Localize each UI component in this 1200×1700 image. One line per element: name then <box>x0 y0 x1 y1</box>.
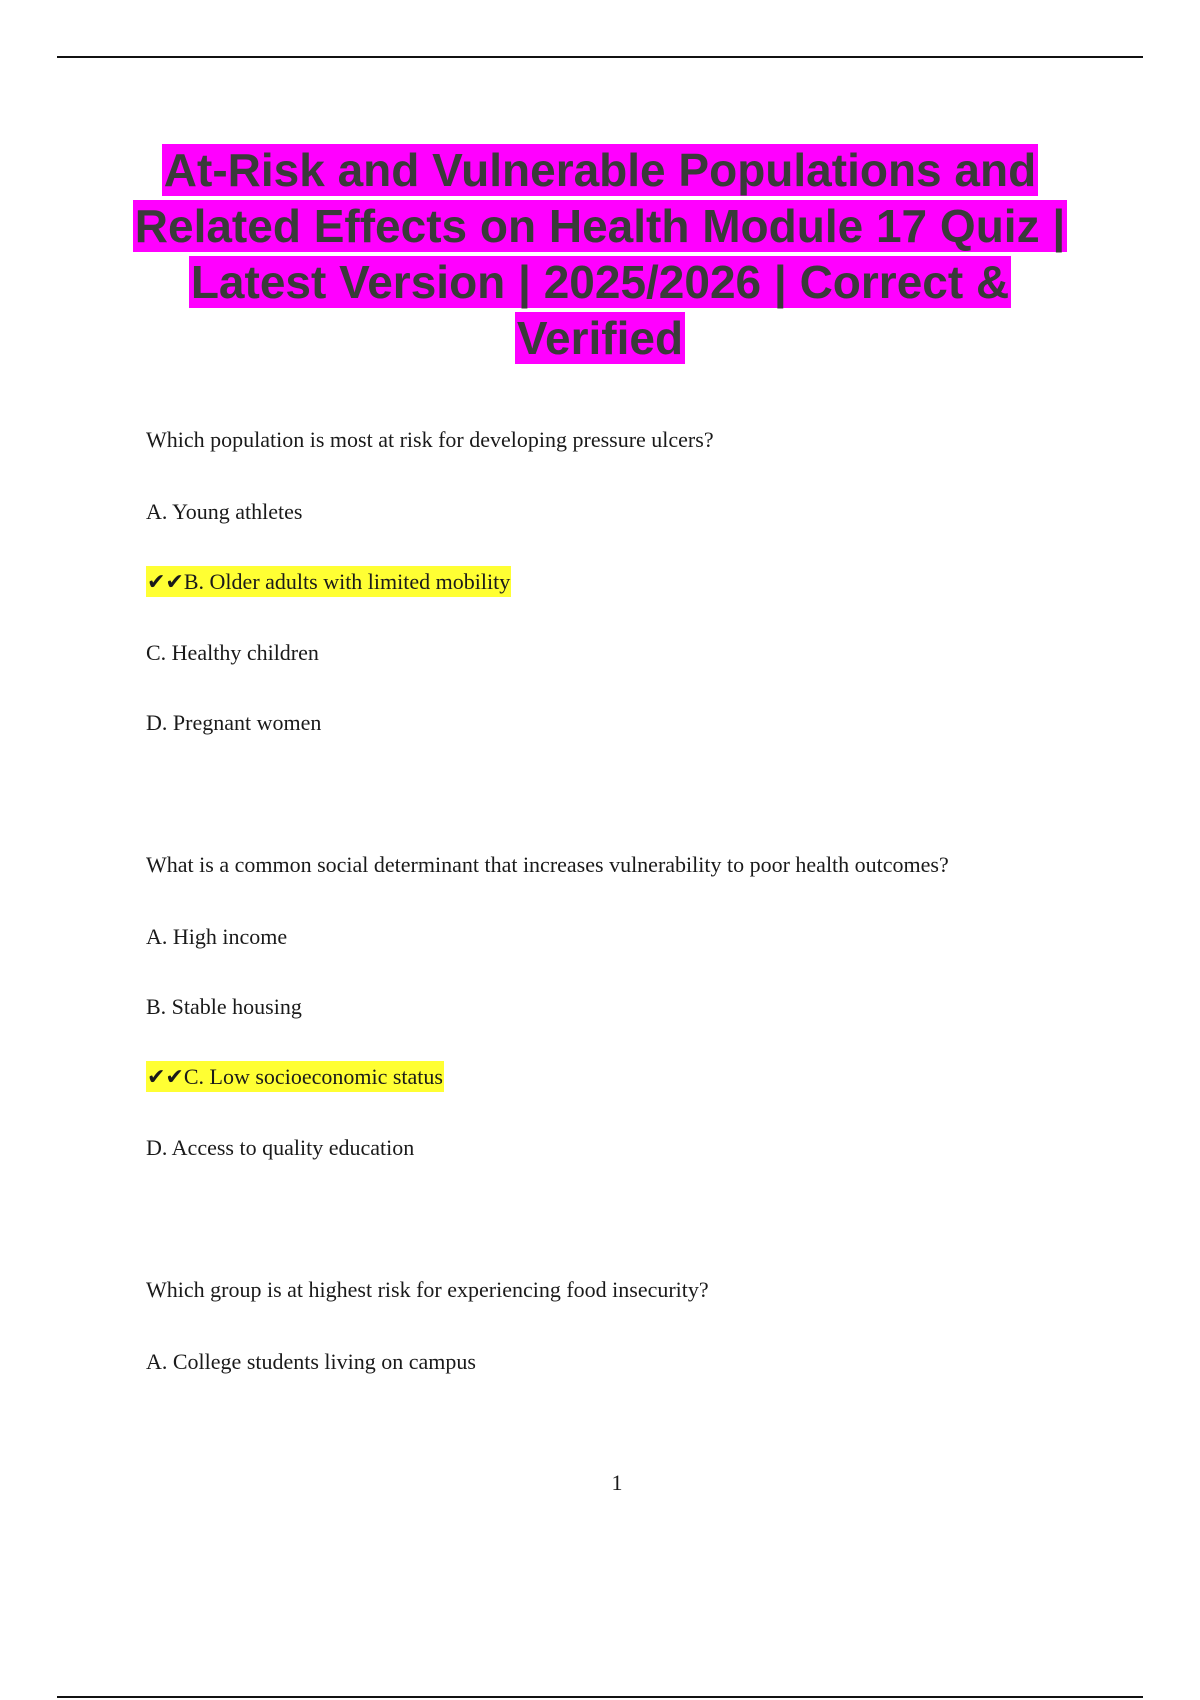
double-check-icon: ✔✔ <box>147 1065 184 1090</box>
question-text: Which group is at highest risk for experiencing food insecurity? <box>146 1277 709 1302</box>
page-number: 1 <box>611 1470 623 1495</box>
answer-option: D. Pregnant women <box>146 710 322 735</box>
answer-option: A. Young athletes <box>146 499 303 524</box>
bottom-rule <box>57 1696 1143 1698</box>
question-block-1 <box>146 420 1086 741</box>
question-block-3 <box>146 1270 1086 1380</box>
quiz-content <box>146 420 1086 1380</box>
answer-option: B. Stable housing <box>146 994 302 1019</box>
document-title: At-Risk and Vulnerable Populations and Related Effects on Health Module 17 Quiz | Latest Version | 2025/2026 | Correct & Verified <box>134 144 1066 364</box>
title-block <box>120 142 1080 366</box>
answer-option-correct: ✔✔C. Low socioeconomic status <box>146 1059 1086 1096</box>
answer-option-correct: ✔✔B. Older adults with limited mobility <box>146 564 1086 601</box>
question-text: What is a common social determinant that increases vulnerability to poor health outcomes? <box>146 852 949 877</box>
question-text: Which population is most at risk for developing pressure ulcers? <box>146 427 714 452</box>
answer-option: C. Healthy children <box>146 640 319 665</box>
double-check-icon: ✔✔ <box>147 570 184 595</box>
question-block-2 <box>146 845 1086 1166</box>
answer-option: D. Access to quality education <box>146 1135 415 1160</box>
answer-option: A. College students living on campus <box>146 1349 476 1374</box>
answer-option: A. High income <box>146 924 288 949</box>
top-rule <box>57 56 1143 58</box>
